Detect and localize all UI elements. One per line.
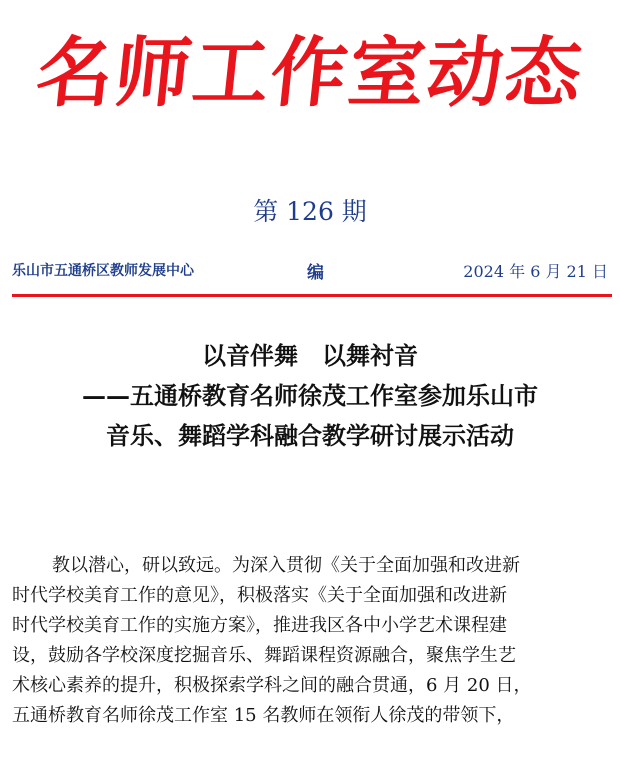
- article-headline: [0, 336, 620, 456]
- body-line: 设，鼓励各学校深度挖掘音乐、舞蹈课程资源融合，聚焦学生艺: [12, 645, 516, 666]
- article-body: [12, 551, 608, 731]
- body-line: 术核心素养的提升，积极探索学科之间的融合贯通，6 月 20 日，: [12, 675, 532, 696]
- body-line: 教以潜心，研以致远。为深入贯彻《关于全面加强和改进新: [52, 555, 520, 576]
- publish-date: 2024 年 6 月 21 日: [463, 262, 608, 281]
- masthead: [0, 8, 620, 138]
- body-line: 五通桥教育名师徐茂工作室 15 名教师在领衔人徐茂的带领下，: [12, 705, 515, 726]
- publication-meta: [12, 258, 608, 284]
- body-line: 时代学校美育工作的意见》，积极落实《关于全面加强和改进新: [12, 585, 507, 606]
- publisher-organization: 乐山市五通桥区教师发展中心: [12, 263, 194, 279]
- headline-line-subtitle-2: 音乐、舞蹈学科融合教学研讨展示活动: [106, 421, 514, 450]
- masthead-title: 名师工作室动态: [32, 28, 588, 117]
- edit-label: 编: [307, 263, 324, 283]
- issue-number: 第 126 期: [253, 197, 367, 226]
- red-divider: [12, 294, 612, 297]
- body-line: 时代学校美育工作的实施方案》，推进我区各中小学艺术课程建: [12, 615, 507, 636]
- headline-line-main: 以音伴舞 以舞衬音: [202, 341, 418, 370]
- headline-line-subtitle-1: ——五通桥教育名师徐茂工作室参加乐山市: [82, 381, 538, 410]
